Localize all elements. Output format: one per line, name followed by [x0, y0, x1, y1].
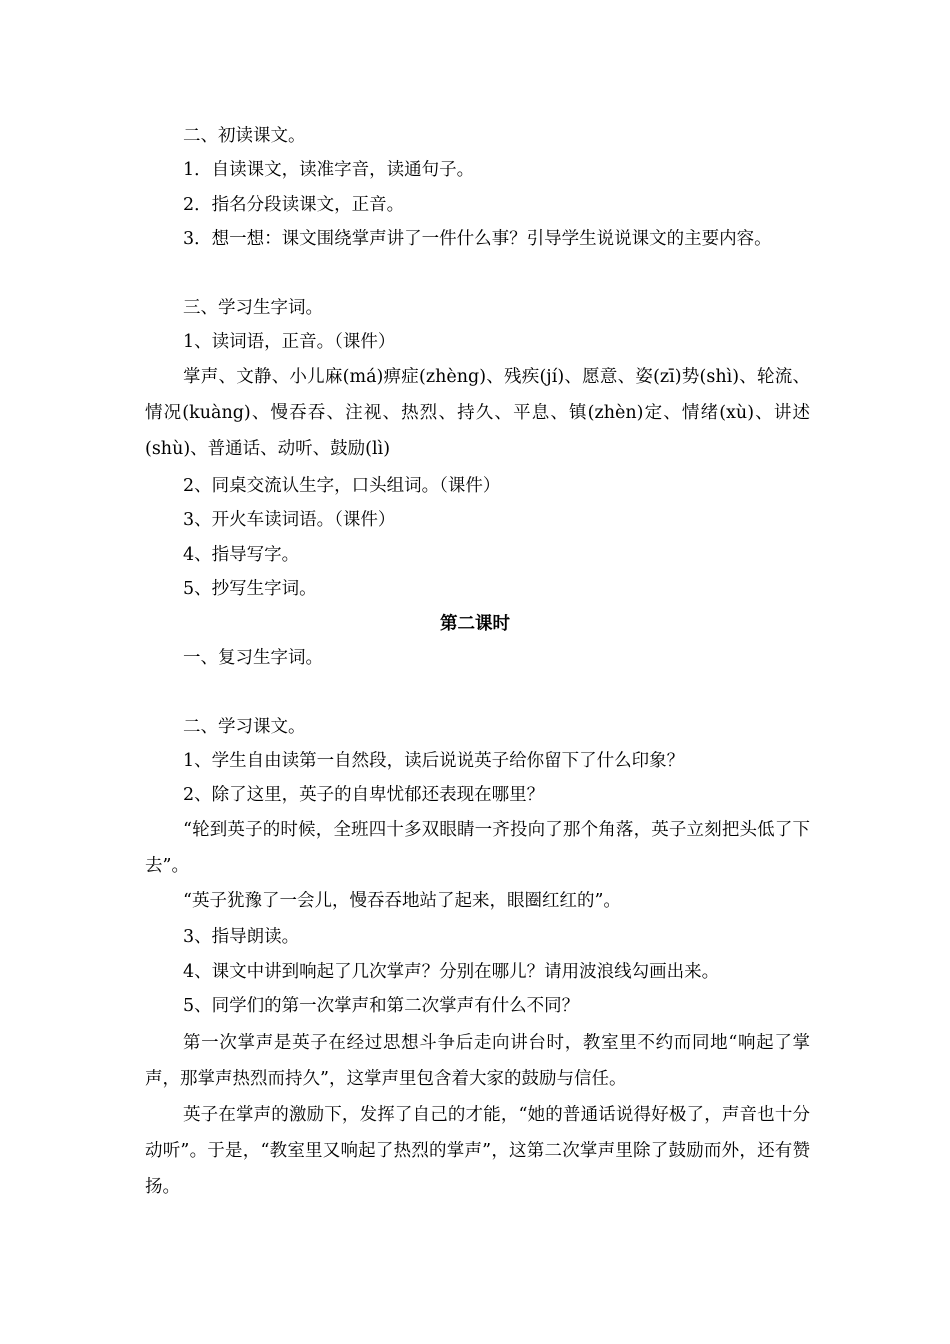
answer-paragraph-1: 第一次掌声是英子在经过思想斗争后走向讲台时，教室里不约而同地“响起了掌声，那掌声热烈而持久”，这掌声里包含着大家的鼓励与信任。	[145, 1033, 810, 1089]
section2-item-1: 1．自读课文，读准字音，读通句子。	[183, 160, 475, 180]
lesson2-study-title: 二、学习课文。	[183, 717, 306, 737]
quote-2: “英子犹豫了一会儿，慢吞吞地站了起来，眼圈红红的”。	[183, 891, 621, 911]
lesson2-item-1: 1、学生自由读第一自然段，读后说说英子给你留下了什么印象？	[183, 751, 685, 771]
section2-title: 二、初读课文。	[183, 126, 306, 146]
section2-item-2: 2．指名分段读课文，正音。	[183, 195, 405, 215]
lesson2-item-2: 2、除了这里，英子的自卑忧郁还表现在哪里？	[183, 785, 545, 805]
lesson2-heading: 第二课时	[440, 614, 510, 634]
section3-item-5: 5、抄写生字词。	[183, 579, 317, 599]
vocab-paragraph: 掌声、文静、小儿麻(má)痹症(zhèng)、残疾(jí)、愿意、姿(zī)势(shì)、轮流、情况(kuàng)、慢吞吞、注视、热烈、持久、平息、镇(zhèn)定、情绪(xù)、讲述(shù)、普通话、动听、鼓励(lì)	[145, 367, 810, 459]
quote-1: “轮到英子的时候，全班四十多双眼睛一齐投向了那个角落，英子立刻把头低了下去”。	[145, 820, 810, 876]
section3-item-3: 3、开火车读词语。（课件）	[183, 510, 396, 530]
section3-item-4: 4、指导写字。	[183, 545, 300, 565]
lesson2-item-5: 5、同学们的第一次掌声和第二次掌声有什么不同？	[183, 996, 580, 1016]
section2-item-3: 3．想一想：课文围绕掌声讲了一件什么事？引导学生说说课文的主要内容。	[183, 229, 772, 249]
section3-title: 三、学习生字词。	[183, 298, 323, 318]
lesson2-item-4: 4、课文中讲到响起了几次掌声？分别在哪儿？请用波浪线勾画出来。	[183, 962, 720, 982]
lesson2-item-3: 3、指导朗读。	[183, 927, 300, 947]
section3-item-1: 1、读词语，正音。（课件）	[183, 332, 396, 352]
section3-item-2: 2、同桌交流认生字，口头组词。（课件）	[183, 476, 501, 496]
answer-paragraph-2: 英子在掌声的激励下，发挥了自己的才能，“她的普通话说得好极了，声音也十分动听”。于是，“教室里又响起了热烈的掌声”，这第二次掌声里除了鼓励而外，还有赞扬。	[145, 1105, 810, 1197]
lesson2-review: 一、复习生字词。	[183, 648, 323, 668]
